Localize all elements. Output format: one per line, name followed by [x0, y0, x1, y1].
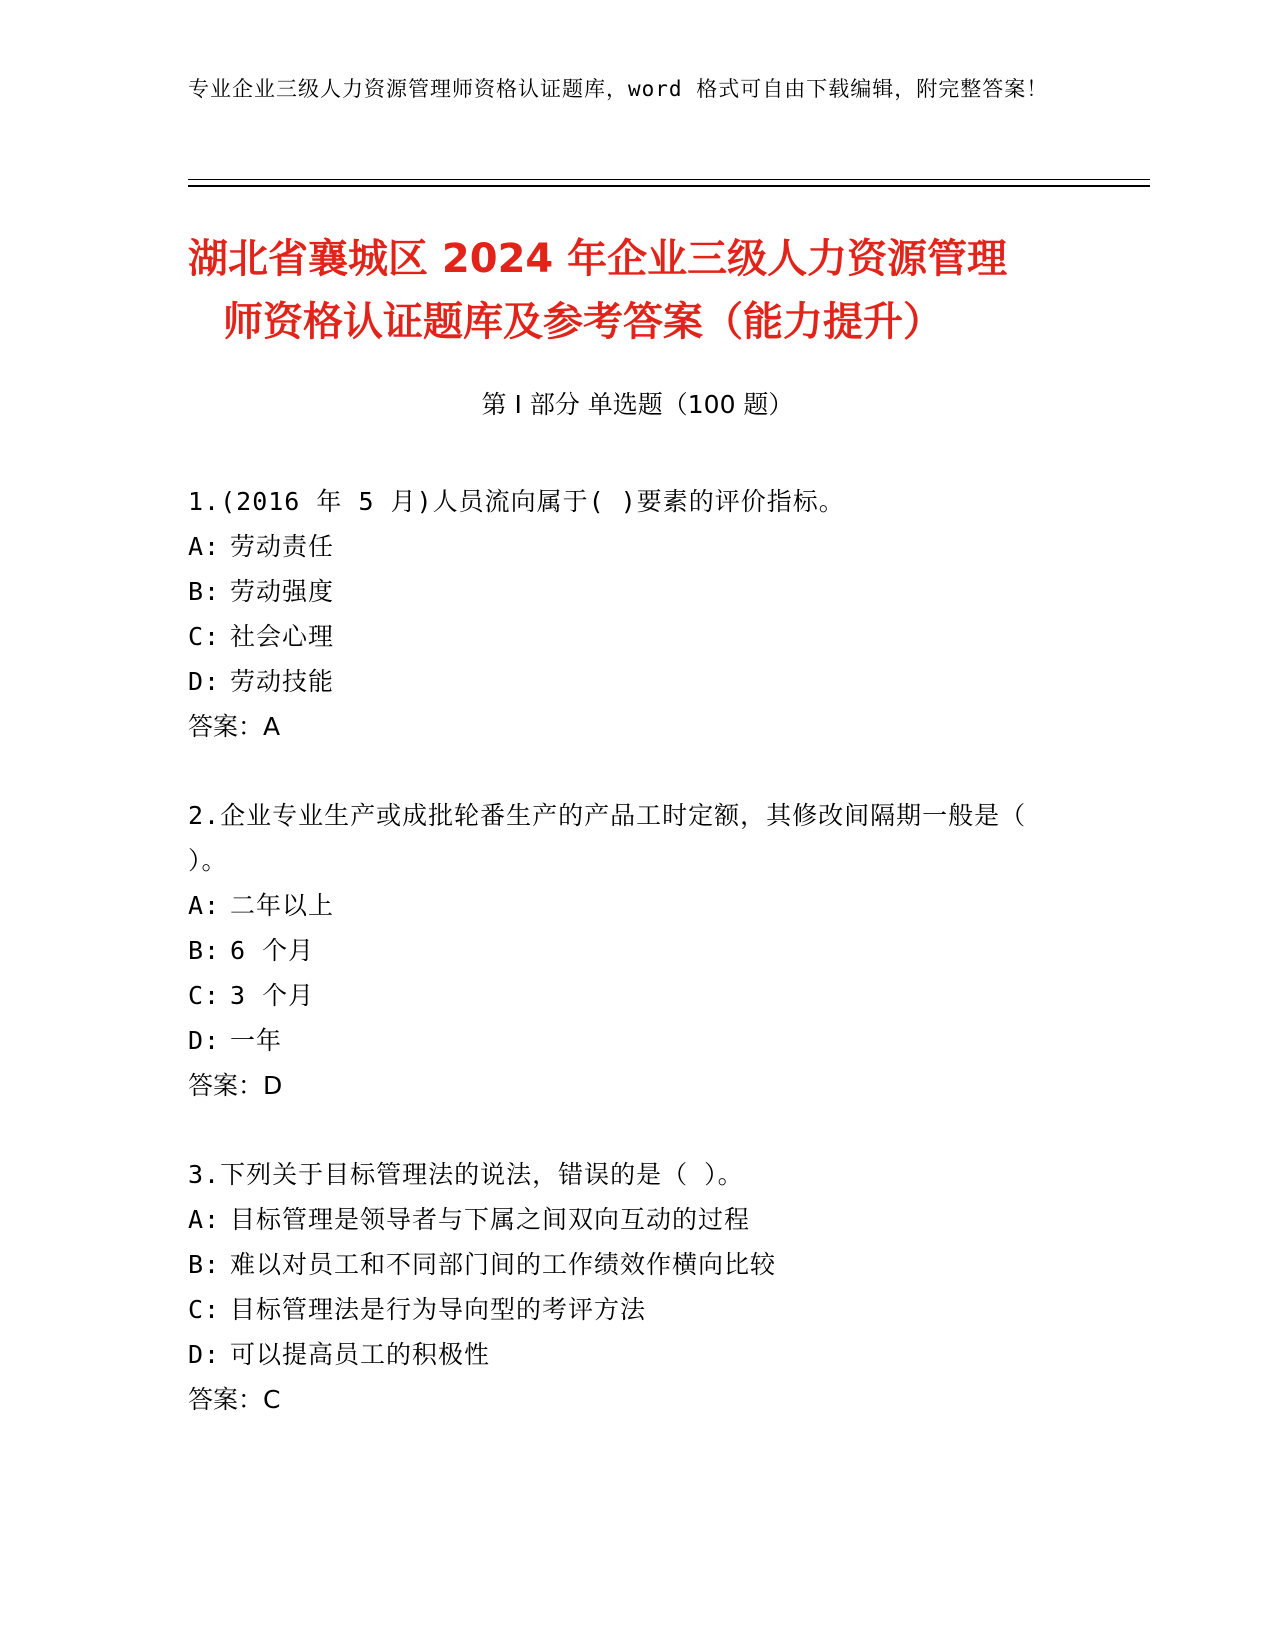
option-a — [188, 524, 1078, 569]
header-note: 专业企业三级人力资源管理师资格认证题库，word 格式可自由下载编辑，附完整答案！ — [188, 77, 1049, 101]
option-a — [188, 1197, 1078, 1242]
answer-line: 答案：D — [188, 1071, 283, 1100]
option-text: 社会心理 — [230, 622, 335, 651]
option-text: 劳动技能 — [230, 667, 335, 696]
section-heading: 第 I 部分 单选题（100 题） — [481, 390, 794, 419]
answer-line: 答案：A — [188, 712, 281, 741]
option-text: 二年以上 — [230, 891, 335, 920]
option-text: 可以提高员工的积极性 — [230, 1340, 491, 1369]
option-text: 难以对员工和不同部门间的工作绩效作横向比较 — [230, 1250, 777, 1279]
question-1 — [188, 479, 1078, 749]
question-3 — [188, 1152, 1078, 1422]
option-text: 目标管理是领导者与下属之间双向互动的过程 — [230, 1205, 751, 1234]
option-b — [188, 928, 1078, 973]
option-key: C: — [188, 622, 221, 651]
question-stem: 3.下列关于目标管理法的说法，错误的是（ ）。 — [188, 1160, 744, 1189]
question-list — [188, 479, 1078, 1466]
option-key: A: — [188, 1205, 221, 1234]
option-key: C: — [188, 981, 221, 1010]
option-key: D: — [188, 1026, 221, 1055]
option-key: B: — [188, 1250, 221, 1279]
header-divider-thick — [188, 185, 1150, 187]
option-key: B: — [188, 936, 221, 965]
question-stem: 2.企业专业生产或成批轮番生产的产品工时定额，其修改间隔期一般是（ ）。 — [188, 801, 1027, 875]
option-key: D: — [188, 667, 221, 696]
option-b — [188, 1242, 1078, 1287]
option-d — [188, 1018, 1078, 1063]
option-text: 劳动责任 — [230, 532, 335, 561]
option-d — [188, 659, 1078, 704]
option-key: B: — [188, 577, 221, 606]
option-c — [188, 1287, 1078, 1332]
title-line-2: 师资格认证题库及参考答案（能力提升） — [223, 299, 943, 345]
option-text: 3 个月 — [230, 981, 315, 1010]
option-a — [188, 883, 1078, 928]
option-c — [188, 614, 1078, 659]
option-key: A: — [188, 532, 221, 561]
option-text: 劳动强度 — [230, 577, 335, 606]
option-d — [188, 1332, 1078, 1377]
option-text: 6 个月 — [230, 936, 315, 965]
question-stem: 1.(2016 年 5 月)人员流向属于( )要素的评价指标。 — [188, 487, 845, 516]
document-title — [188, 228, 1088, 354]
option-text: 一年 — [230, 1026, 283, 1055]
option-key: D: — [188, 1340, 221, 1369]
option-b — [188, 569, 1078, 614]
option-key: C: — [188, 1295, 221, 1324]
answer-line: 答案：C — [188, 1385, 281, 1414]
option-key: A: — [188, 891, 221, 920]
question-2 — [188, 793, 1078, 1108]
option-text: 目标管理法是行为导向型的考评方法 — [230, 1295, 647, 1324]
header-divider-thin — [188, 179, 1150, 180]
title-line-1: 湖北省襄城区 2024 年企业三级人力资源管理 — [188, 236, 1008, 282]
option-c — [188, 973, 1078, 1018]
